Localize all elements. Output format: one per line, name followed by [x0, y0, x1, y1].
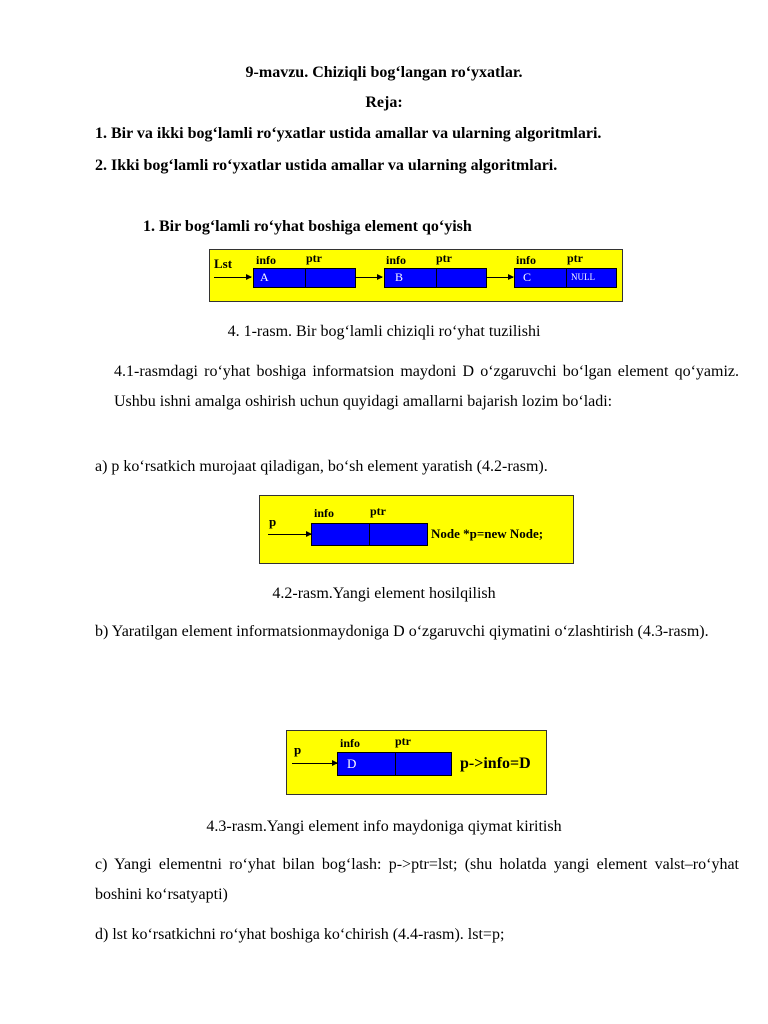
node-b: [384, 268, 487, 288]
pointer-arrow: [292, 763, 337, 764]
new-node: [311, 523, 428, 546]
step-b-text: b) Yaratilgan element informatsionmaydoniga D o‘zgaruvchi qiymatini o‘zlashtirish (4.3-rasm).: [95, 623, 709, 640]
pointer-arrow: [214, 277, 251, 278]
ptr-label: ptr: [370, 504, 386, 518]
paragraph-intro: [114, 357, 739, 416]
p-pointer-label: p: [294, 742, 302, 757]
link-arrow: [356, 277, 382, 278]
plan-item-2: 2. Ikki bog‘lamli ro‘yxatlar ustida amallar va ularning algoritmlari.: [95, 157, 558, 174]
node-a-value: A: [260, 270, 269, 284]
figure-info-assign: [286, 730, 547, 795]
node-c-value: C: [523, 270, 532, 284]
p-pointer-label: p: [269, 514, 277, 529]
info-label: info: [314, 506, 335, 520]
figure-caption-1: 4. 1-rasm. Bir bog‘lamli chiziqli ro‘yhat tuzilishi: [227, 323, 541, 340]
node-c-info-label: info: [516, 253, 537, 267]
list-pointer-label: Lst: [214, 256, 233, 271]
plan-heading: Reja:: [365, 94, 403, 111]
code-label: Node *p=new Node;: [431, 526, 544, 541]
node-b-ptr-label: ptr: [436, 251, 452, 265]
node-b-value: B: [395, 270, 404, 284]
node-d-value: D: [347, 756, 357, 771]
node-a-ptr-label: ptr: [306, 251, 322, 265]
step-b: [95, 617, 739, 647]
page-title: 9-mavzu. Chiziqli bog‘langan ro‘yxatlar.: [245, 64, 523, 81]
figure-linked-list: [209, 249, 623, 302]
pointer-arrow: [268, 534, 311, 535]
ptr-label: ptr: [395, 734, 411, 748]
figure-new-node: [259, 495, 574, 564]
node-a: [253, 268, 356, 288]
node-d: [337, 752, 452, 776]
step-c: [95, 850, 739, 909]
paragraph-intro-text: 4.1-rasmdagi ro‘yhat boshiga informatsion maydoni D o‘zgaruvchi bo‘lgan element qo‘yamiz. Ushbu ishni amalga oshirish uchun quyidagi amallarni bajarish lozim bo‘ladi:: [114, 363, 739, 410]
figure-caption-3: 4.3-rasm.Yangi element info maydoniga qiymat kiritish: [206, 818, 562, 835]
step-a: a) p ko‘rsatkich murojaat qiladigan, bo‘sh element yaratish (4.2-rasm).: [95, 458, 548, 475]
node-c-ptr-label: ptr: [567, 251, 583, 265]
figure-caption-2: 4.2-rasm.Yangi element hosilqilish: [272, 585, 496, 602]
step-c-text: c) Yangi elementni ro‘yhat bilan bog‘lash: p->ptr=lst; (shu holatda yangi element valst–ro‘yhat boshini ko‘rsatyapti): [95, 856, 739, 903]
plan-item-1: 1. Bir va ikki bog‘lamli ro‘yxatlar ustida amallar va ularning algoritmlari.: [95, 125, 602, 142]
step-d: d) lst ko‘rsatkichni ro‘yhat boshiga ko‘chirish (4.4-rasm). lst=p;: [95, 926, 505, 943]
node-c: [514, 268, 617, 288]
section-heading: 1. Bir bog‘lamli ro‘yhat boshiga element qo‘yish: [143, 218, 472, 235]
info-label: info: [340, 736, 361, 750]
node-c-null: NULL: [571, 272, 595, 282]
node-b-info-label: info: [386, 253, 407, 267]
code-label: p->info=D: [460, 755, 531, 772]
link-arrow: [487, 277, 513, 278]
node-a-info-label: info: [256, 253, 277, 267]
